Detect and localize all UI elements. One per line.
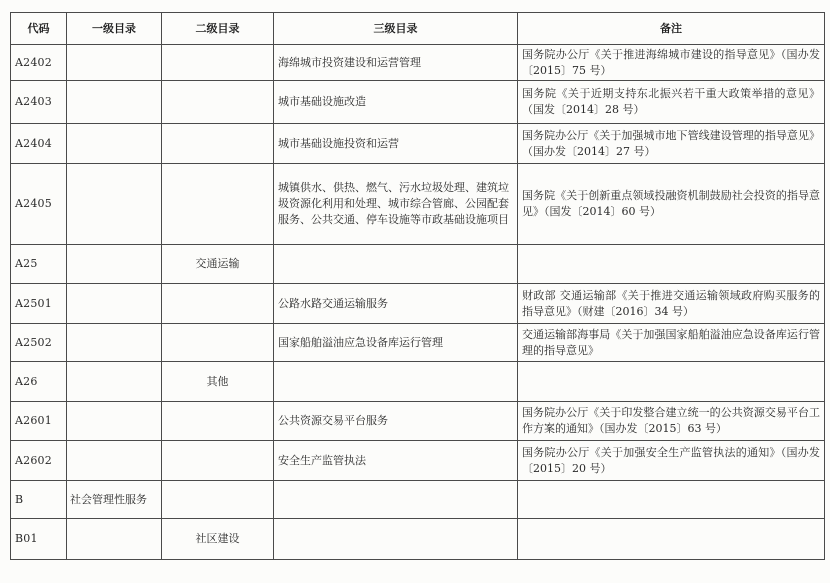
- cell-code: A2405: [11, 164, 67, 245]
- cell-level3: 公共资源交易平台服务: [274, 402, 518, 441]
- cell-level3: 海绵城市投资建设和运营管理: [274, 45, 518, 81]
- table-row: [11, 441, 825, 481]
- table-body: [11, 45, 825, 560]
- cell-note: 国务院办公厅《关于印发整合建立统一的公共资源交易平台工作方案的通知》（国办发〔2015〕63 号）: [518, 402, 825, 441]
- cell-level1: [67, 245, 162, 284]
- table-row: [11, 481, 825, 519]
- cell-level1: [67, 519, 162, 560]
- cell-level2: [162, 124, 274, 164]
- table-row: [11, 124, 825, 164]
- catalog-table: [10, 12, 825, 560]
- cell-note: 国务院办公厅《关于加强安全生产监管执法的通知》（国办发〔2015〕20 号）: [518, 441, 825, 481]
- table-row: [11, 362, 825, 402]
- cell-note: 国务院《关于创新重点领域投融资机制鼓励社会投资的指导意见》（国发〔2014〕60 号）: [518, 164, 825, 245]
- cell-level1: [67, 45, 162, 81]
- cell-code: A2502: [11, 324, 67, 362]
- table-row: [11, 324, 825, 362]
- header-level1: 一级目录: [67, 13, 162, 45]
- cell-level3: [274, 481, 518, 519]
- header-level2: 二级目录: [162, 13, 274, 45]
- table-row: [11, 402, 825, 441]
- cell-level3: [274, 519, 518, 560]
- cell-level1: [67, 164, 162, 245]
- cell-code: A2402: [11, 45, 67, 81]
- header-code: 代码: [11, 13, 67, 45]
- table-row: [11, 245, 825, 284]
- cell-level3: [274, 245, 518, 284]
- cell-level1: [67, 324, 162, 362]
- cell-level1: [67, 362, 162, 402]
- cell-level2: [162, 324, 274, 362]
- cell-note: 财政部 交通运输部《关于推进交通运输领域政府购买服务的指导意见》（财建〔2016〕34 号）: [518, 284, 825, 324]
- cell-level2: [162, 284, 274, 324]
- cell-level1: [67, 124, 162, 164]
- cell-level1: [67, 402, 162, 441]
- cell-level2: [162, 164, 274, 245]
- cell-note: 交通运输部海事局《关于加强国家船舶溢油应急设备库运行管理的指导意见》: [518, 324, 825, 362]
- cell-note: [518, 245, 825, 284]
- cell-code: A25: [11, 245, 67, 284]
- cell-level3: 公路水路交通运输服务: [274, 284, 518, 324]
- cell-level1: [67, 284, 162, 324]
- cell-note: [518, 519, 825, 560]
- cell-level2: [162, 481, 274, 519]
- cell-level2: 社区建设: [162, 519, 274, 560]
- table-row: [11, 81, 825, 124]
- cell-code: B01: [11, 519, 67, 560]
- cell-code: A2602: [11, 441, 67, 481]
- cell-note: 国务院办公厅《关于推进海绵城市建设的指导意见》（国办发〔2015〕75 号）: [518, 45, 825, 81]
- cell-level2: [162, 441, 274, 481]
- cell-note: 国务院《关于近期支持东北振兴若干重大政策举措的意见》（国发〔2014〕28 号）: [518, 81, 825, 124]
- table-row: [11, 284, 825, 324]
- header-level3: 三级目录: [274, 13, 518, 45]
- cell-code: A2501: [11, 284, 67, 324]
- cell-level1: [67, 441, 162, 481]
- cell-level3: 安全生产监管执法: [274, 441, 518, 481]
- cell-code: A2601: [11, 402, 67, 441]
- table-row: [11, 519, 825, 560]
- cell-level3: 城市基础设施改造: [274, 81, 518, 124]
- cell-level3: 城市基础设施投资和运营: [274, 124, 518, 164]
- header-row: [11, 13, 825, 45]
- cell-note: [518, 481, 825, 519]
- cell-level1: [67, 81, 162, 124]
- cell-note: [518, 362, 825, 402]
- cell-level2: [162, 402, 274, 441]
- cell-code: B: [11, 481, 67, 519]
- cell-code: A26: [11, 362, 67, 402]
- table-header: [11, 13, 825, 45]
- cell-level3: [274, 362, 518, 402]
- cell-code: A2404: [11, 124, 67, 164]
- cell-level2: [162, 81, 274, 124]
- cell-level2: 交通运输: [162, 245, 274, 284]
- cell-level3: 国家船舶溢油应急设备库运行管理: [274, 324, 518, 362]
- cell-level1: 社会管理性服务: [67, 481, 162, 519]
- header-note: 备注: [518, 13, 825, 45]
- cell-level3: 城镇供水、供热、燃气、污水垃圾处理、建筑垃圾资源化利用和处理、城市综合管廊、公园配套服务、公共交通、停车设施等市政基础设施项目: [274, 164, 518, 245]
- cell-level2: [162, 45, 274, 81]
- cell-note: 国务院办公厅《关于加强城市地下管线建设管理的指导意见》（国办发〔2014〕27 号）: [518, 124, 825, 164]
- cell-level2: 其他: [162, 362, 274, 402]
- table-row: [11, 45, 825, 81]
- table-row: [11, 164, 825, 245]
- cell-code: A2403: [11, 81, 67, 124]
